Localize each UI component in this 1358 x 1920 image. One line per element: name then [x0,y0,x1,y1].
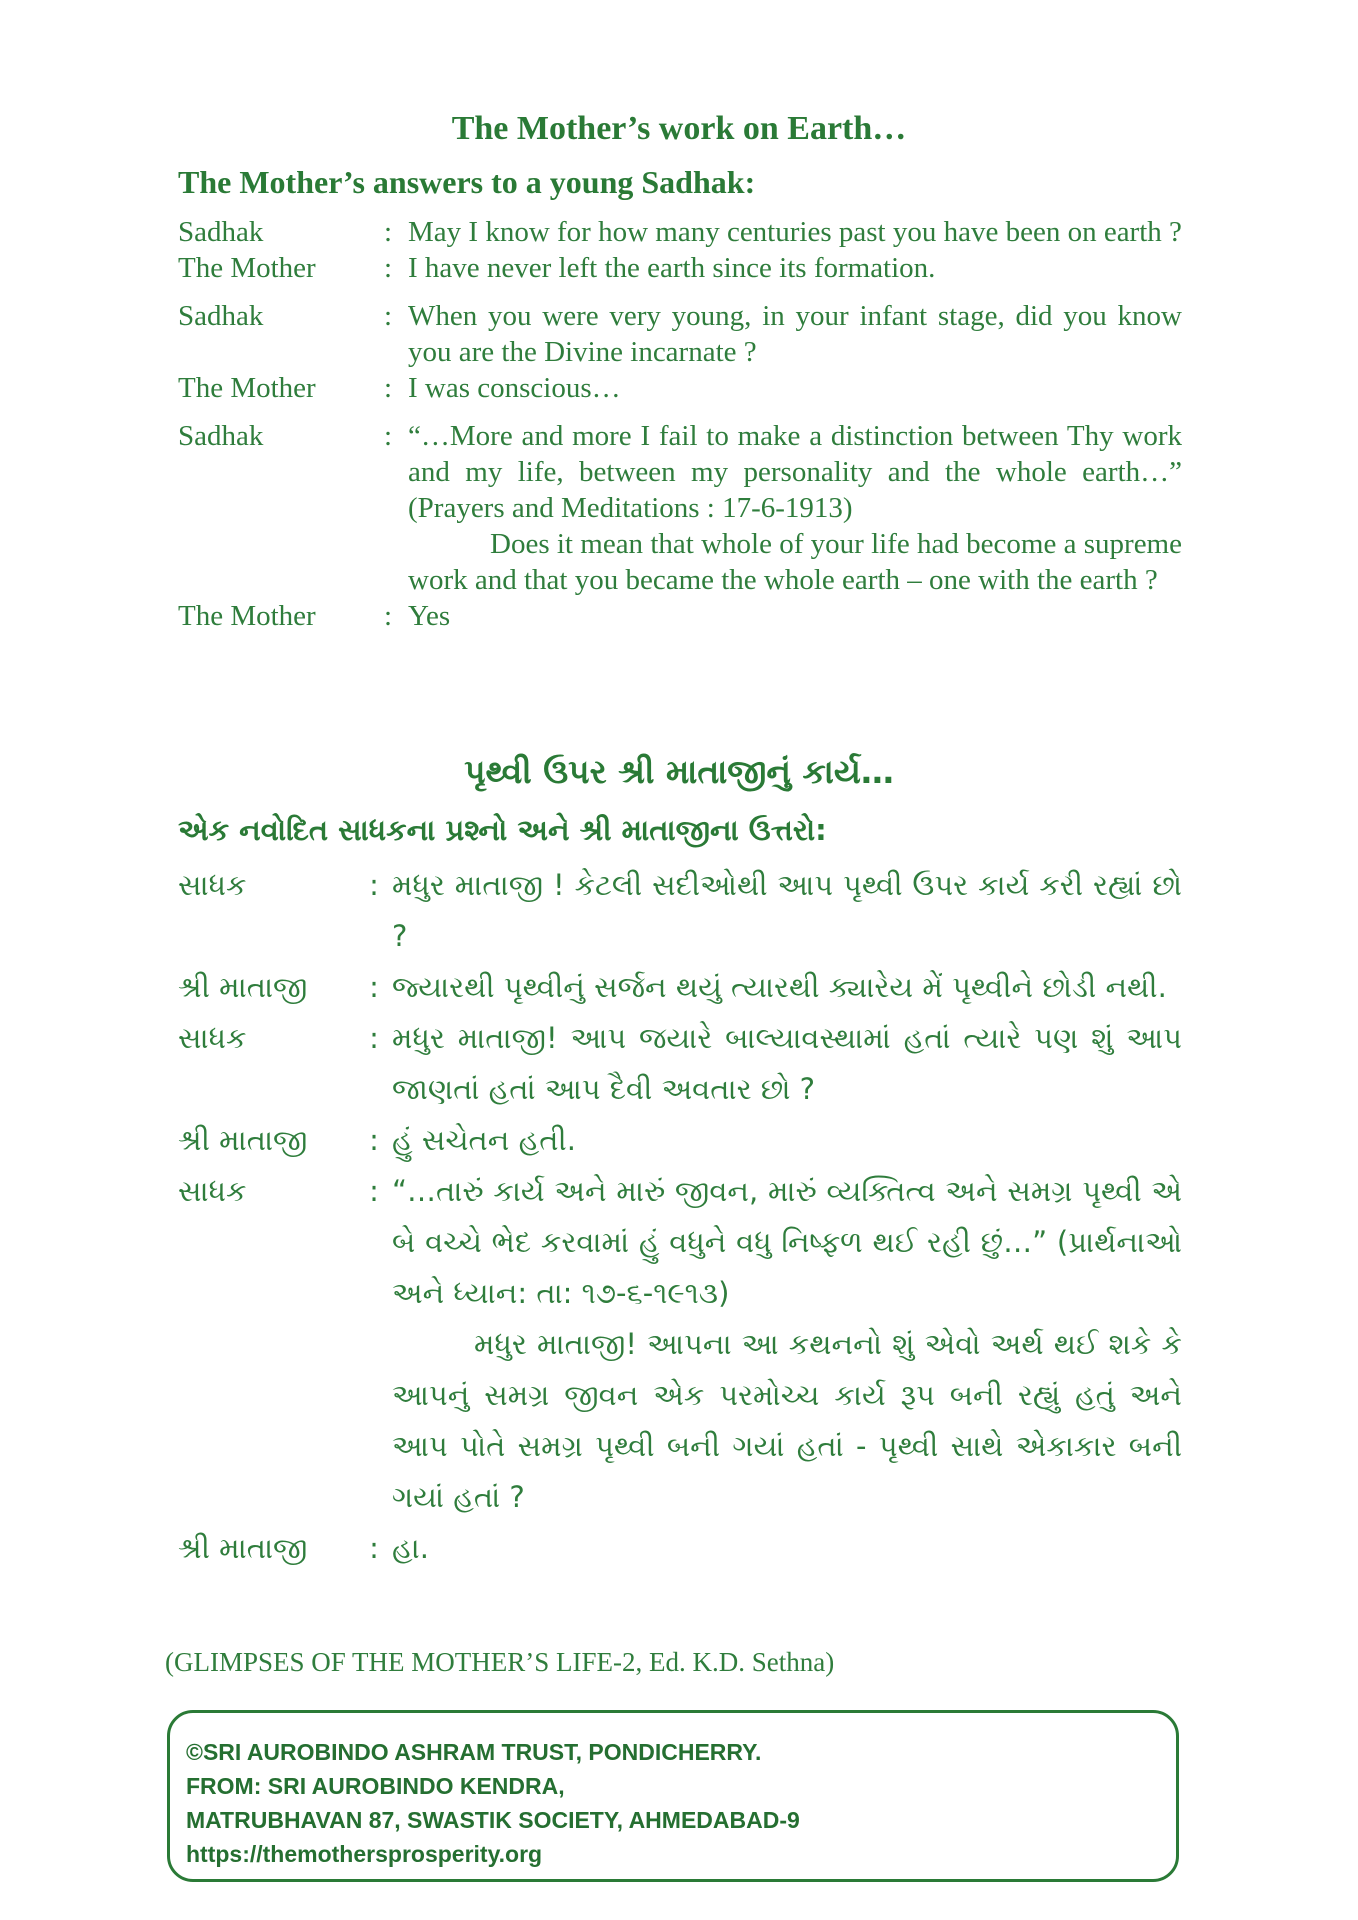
dialogue-text: I was conscious… [408,372,621,404]
dialogue-row [178,1013,1182,1115]
copyright-line: ©SRI AUROBINDO ASHRAM TRUST, PONDICHERRY. [186,1739,762,1765]
separator: : [383,600,393,632]
speaker-label: The Mother [178,600,316,632]
dialogue-text: “…More and more I fail to make a distinction between Thy work and my life, between my personality and the whole earth…” (Prayers and Meditations : 17-6-1913) [408,420,1182,524]
separator: : [383,252,393,284]
gujarati-dialogue [178,860,1182,1574]
speaker-label: શ્રી માતાજી [178,1531,308,1565]
dialogue-text: I have never left the earth since its formation. [408,252,936,284]
from-line: FROM: SRI AUROBINDO KENDRA, [186,1773,565,1799]
separator: : [383,372,393,404]
dialogue-text-block [408,418,1182,598]
separator: : [383,420,393,452]
dialogue-text: હું સચેતન હતી. [392,1123,576,1157]
separator: : [369,1174,379,1208]
dialogue-row [178,250,1182,286]
dialogue-row [178,298,1182,370]
speaker-label: The Mother [178,252,316,284]
dialogue-row [178,214,1182,250]
separator: : [369,1021,379,1055]
dialogue-text: Yes [408,600,451,632]
separator: : [369,868,379,902]
speaker-label: Sadhak [178,300,264,332]
dialogue-row [178,962,1182,1013]
speaker-label: સાધક [178,1174,247,1208]
english-subtitle: The Mother’s answers to a young Sadhak: [178,164,756,200]
speaker-label: The Mother [178,372,316,404]
speaker-label: શ્રી માતાજી [178,1123,308,1157]
separator: : [383,216,393,248]
footer-box [167,1710,1179,1882]
dialogue-row [178,1166,1182,1523]
dialogue-text-continued: મધુર માતાજી! આપના આ કથનનો શું એવો અર્થ થઈ શકે કે આપનું સમગ્ર જીવન એક પરમોચ્ચ કાર્ય રૂપ બની રહ્યું હતું અને આપ પોતે સમગ્ર પૃથ્વી બની ગયાં હતાં - પૃથ્વી સાથે એકાકાર બની ગયાં હતાં ? [392,1327,1182,1514]
dialogue-row [178,370,1182,406]
dialogue-row [178,1523,1182,1574]
citation: (GLIMPSES OF THE MOTHER’S LIFE-2, Ed. K.D. Sethna) [165,1647,835,1677]
separator: : [383,300,393,332]
speaker-label: સાધક [178,868,247,902]
dialogue-text: When you were very young, in your infant stage, did you know you are the Divine incarnate ? [408,300,1182,368]
gujarati-subtitle: એક નવોદિત સાધકના પ્રશ્નો અને શ્રી માતાજીના ઉત્તરો: [178,813,827,847]
speaker-label: Sadhak [178,216,264,248]
dialogue-text-block [392,1166,1182,1523]
dialogue-row [178,860,1182,962]
dialogue-row [178,418,1182,598]
dialogue-text: May I know for how many centuries past you have been on earth ? [408,216,1182,248]
speaker-label: સાધક [178,1021,247,1055]
dialogue-text: મધુર માતાજી ! કેટલી સદીઓથી આપ પૃથ્વી ઉપર કાર્ય કરી રહ્યાં છો ? [392,868,1182,953]
speaker-label: Sadhak [178,420,264,452]
dialogue-text-continued: Does it mean that whole of your life had become a supreme work and that you became the whole earth – one with the earth ? [408,528,1182,596]
english-title: The Mother’s work on Earth… [451,110,907,147]
gujarati-title: પૃથ્વી ઉપર શ્રી માતાજીનું કાર્ય… [464,752,894,791]
english-dialogue [178,214,1182,634]
dialogue-text: જ્યારથી પૃથ્વીનું સર્જન થયું ત્યારથી ક્યારેય મેં પૃથ્વીને છોડી નથી. [392,970,1167,1004]
dialogue-text: મધુર માતાજી! આપ જયારે બાલ્યાવસ્થામાં હતાં ત્યારે પણ શું આપ જાણતાં હતાં આપ દૈવી અવતાર છો ? [392,1021,1182,1106]
dialogue-row [178,598,1182,634]
separator: : [369,1123,379,1157]
separator: : [369,1531,379,1565]
address-line: MATRUBHAVAN 87, SWASTIK SOCIETY, AHMEDABAD-9 [186,1807,800,1833]
speaker-label: શ્રી માતાજી [178,970,308,1004]
separator: : [369,970,379,1004]
dialogue-row [178,1115,1182,1166]
dialogue-text: હા. [392,1531,429,1565]
website-link[interactable]: https://themothersprosperity.org [186,1841,543,1867]
dialogue-text: “…તારું કાર્ય અને મારું જીવન, મારું વ્યક્તિત્વ અને સમગ્ર પૃથ્વી એ બે વચ્ચે ભેદ કરવામાં હું વધુને વધુ નિષ્ફળ થઈ રહી છું…” (પ્રાર્થનાઓ અને ધ્યાન: તા: ૧૭-૬-૧૯૧૩) [392,1174,1182,1310]
